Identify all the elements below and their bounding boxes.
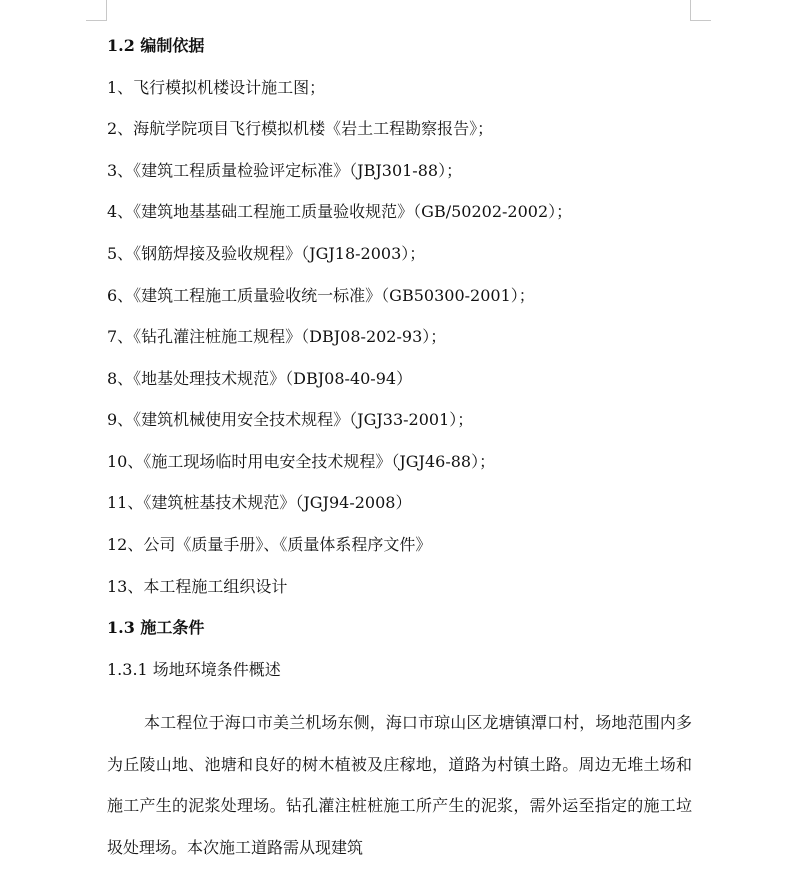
page-corner-mark-left xyxy=(86,0,107,21)
list-item: 8、《地基处理技术规范》（DBJ08-40-94） xyxy=(107,369,413,388)
section-heading-1-3: 1.3 施工条件 xyxy=(107,618,205,637)
list-item: 9、《建筑机械使用安全技术规程》（JGJ33-2001）； xyxy=(107,410,474,429)
subsection-heading-1-3-1: 1.3.1 场地环境条件概述 xyxy=(107,660,281,679)
list-item: 11、《建筑桩基技术规范》（JGJ94-2008） xyxy=(107,493,412,512)
list-item: 13、本工程施工组织设计 xyxy=(107,577,288,596)
list-item: 4、《建筑地基基础工程施工质量验收规范》（GB/50202-2002）； xyxy=(107,202,573,221)
page-corner-mark-right xyxy=(690,0,711,21)
list-item: 2、海航学院项目飞行模拟机楼《岩土工程勘察报告》； xyxy=(107,119,494,138)
list-item: 7、《钻孔灌注桩施工规程》（DBJ08-202-93）； xyxy=(107,327,447,346)
section-heading-1-2: 1.2 编制依据 xyxy=(107,36,205,55)
list-item: 5、《钢筋焊接及验收规程》（JGJ18-2003）； xyxy=(107,244,426,263)
list-item: 3、《建筑工程质量检验评定标准》（JBJ301-88）； xyxy=(107,161,463,180)
list-item: 6、《建筑工程施工质量验收统一标准》（GB50300-2001）； xyxy=(107,286,535,305)
list-item: 1、飞行模拟机楼设计施工图； xyxy=(107,78,326,97)
list-item: 12、公司《质量手册》、《质量体系程序文件》 xyxy=(107,535,432,554)
body-paragraph: 本工程位于海口市美兰机场东侧，海口市琼山区龙塘镇潭口村，场地范围内多为丘陵山地、池塘和良好的树木植被及庄稼地，道路为村镇土路。周边无堆土场和施工产生的泥浆处理场。钻孔灌注桩桩施工所产生的泥浆，需外运至指定的施工垃圾处理场。本次施工道路需从现建筑 xyxy=(107,713,692,857)
list-item: 10、《施工现场临时用电安全技术规程》（JGJ46-88）； xyxy=(107,452,496,471)
